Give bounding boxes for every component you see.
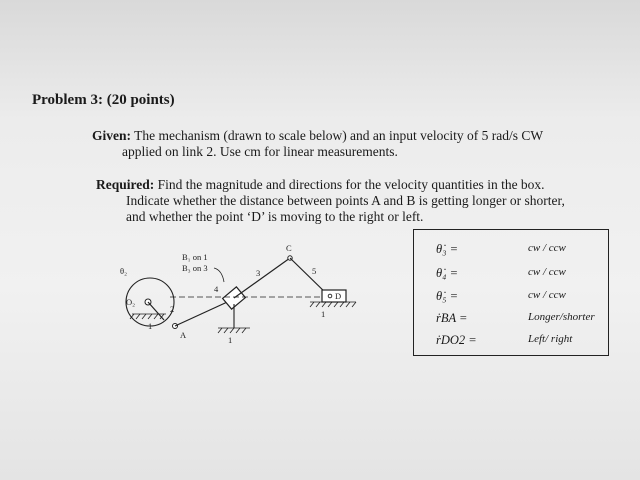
label-link-1-right: 1 xyxy=(321,309,326,319)
required-paragraph xyxy=(96,177,616,225)
label-b1-on-1: B₁ on 1 xyxy=(182,252,208,262)
given-paragraph xyxy=(92,128,612,160)
ground-d xyxy=(310,302,356,307)
answer-box xyxy=(413,229,609,356)
required-text-3: and whether the point ‘D’ is moving to the right or left. xyxy=(126,209,424,224)
link-2-line xyxy=(148,302,164,320)
required-text-2: Indicate whether the distance between points A and B is getting longer or shorter, xyxy=(126,193,565,208)
problem-title: Problem 3: (20 points) xyxy=(32,92,175,108)
link-3-line xyxy=(234,258,290,298)
answer-symbol: ṙDO2 = xyxy=(436,333,477,347)
label-o2: O₂ xyxy=(126,297,136,307)
answer-options: Left/ right xyxy=(528,333,573,345)
pin-d xyxy=(328,294,332,298)
answer-options: cw / ccw xyxy=(528,289,566,301)
required-line-1 xyxy=(96,177,616,193)
required-text-1: Find the magnitude and directions for the velocity quantities in the box. xyxy=(157,177,545,192)
answer-symbol: ṙBA = xyxy=(436,311,468,325)
b-pointer-arrow xyxy=(214,268,224,282)
label-theta2: θ₂ xyxy=(120,266,128,276)
required-label: Required: xyxy=(96,177,155,192)
label-link-2: 2 xyxy=(170,304,175,314)
mechanism-diagram xyxy=(118,240,368,350)
label-link-5: 5 xyxy=(312,266,317,276)
answer-row-rba xyxy=(428,311,604,331)
label-link-1-left: 1 xyxy=(148,321,153,331)
given-line-1 xyxy=(92,128,612,144)
answer-row-theta3 xyxy=(428,242,604,262)
answer-symbol: θ̇₄ = xyxy=(436,266,459,280)
answer-row-theta4 xyxy=(428,266,604,286)
given-label: Given: xyxy=(92,128,131,143)
label-link-3: 3 xyxy=(256,268,261,278)
label-link-1-bottom: 1 xyxy=(228,335,233,345)
label-a: A xyxy=(180,330,187,340)
label-link-4: 4 xyxy=(214,284,219,294)
given-text-2: applied on link 2. Use cm for linear measurements. xyxy=(122,144,398,159)
answer-symbol: θ̇₅ = xyxy=(436,289,459,303)
ground-slider xyxy=(218,328,250,333)
answer-options: cw / ccw xyxy=(528,266,566,278)
answer-options: Longer/shorter xyxy=(528,311,595,323)
answer-row-rdo2 xyxy=(428,333,604,353)
label-d: D xyxy=(335,291,342,301)
answer-symbol: θ̇₃ = xyxy=(436,242,459,256)
answer-row-theta5 xyxy=(428,289,604,309)
label-b3-on-3: B₃ on 3 xyxy=(182,263,208,273)
answer-options: cw / ccw xyxy=(528,242,566,254)
label-c: C xyxy=(286,243,292,253)
slider-d xyxy=(322,290,346,302)
given-text-1: The mechanism (drawn to scale below) and an input velocity of 5 rad/s CW xyxy=(134,128,544,143)
